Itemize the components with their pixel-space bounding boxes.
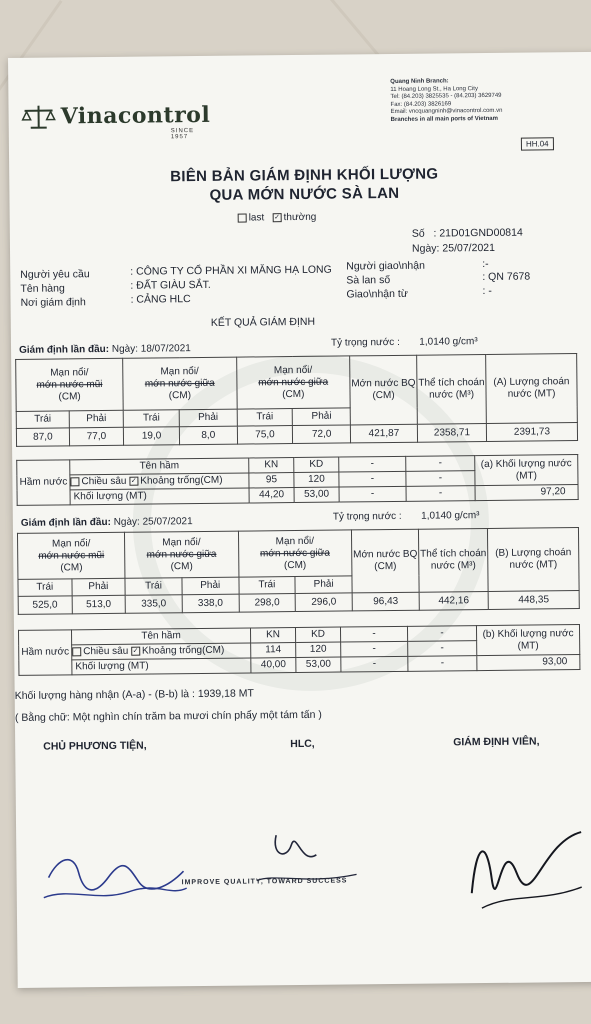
regular-label: thường (283, 211, 317, 224)
report-date-label: Ngày: (411, 242, 440, 255)
mass-row-label: Khối lượng (MT) (70, 488, 249, 505)
survey2-density-label: Tỷ trọng nước : (332, 510, 402, 523)
hlc-signature-label: HLC, (290, 737, 315, 751)
mid-header: Mạn nổi/ mớn nước giữa (CM) (125, 531, 239, 578)
depth-kn: 114 (251, 643, 296, 658)
value-cell: 2391,73 (486, 423, 577, 442)
depth-kd: 120 (296, 642, 341, 657)
barge-value: : QN 7678 (482, 270, 531, 284)
value-cell: 442,16 (419, 592, 488, 611)
value-cell: 421,87 (350, 424, 417, 443)
depth-row-label: Chiều sâu ✓ Khoảng trống(CM) (72, 643, 251, 660)
owner-signature (38, 846, 189, 908)
value-cell: 77,0 (69, 427, 123, 446)
survey2-density (333, 510, 480, 523)
dash-cell: - (407, 626, 476, 642)
report-number-label: Số (411, 227, 425, 240)
from-value: : - (482, 284, 492, 298)
col-right: Phải (179, 409, 237, 427)
report-number-value: : 21D01GND00814 (433, 226, 523, 240)
cargo-result-words: ( Bằng chữ: Một nghìn chín trăm ba mươi chín phẩy một tám tấn ) (14, 708, 322, 724)
dash-cell: - (339, 486, 406, 502)
from-label: Giao\nhận từ (346, 287, 408, 301)
value-cell: 338,0 (182, 594, 239, 613)
mass-kn: 40,00 (251, 658, 296, 673)
survey2-draft-table (17, 527, 580, 615)
hold-name-header: Tên hầm (70, 458, 249, 475)
survey1-date: Ngày: 18/07/2021 (111, 343, 191, 355)
water-mass-value: 93,00 (477, 655, 580, 671)
mass-row-label: Khối lượng (MT) (72, 658, 251, 675)
volume-header: Thể tích choán nước (M³) (418, 529, 488, 593)
report-number (412, 227, 523, 240)
dash-cell: - (339, 456, 406, 472)
logo-since: SINCE 1957 (170, 128, 195, 141)
goods-value: : ĐẤT GIÀU SẮT. (130, 278, 211, 292)
place-label: Nơi giám định (20, 296, 86, 309)
value-cell: 8,0 (179, 426, 237, 445)
report-date-value: 25/07/2021 (442, 241, 496, 255)
logo-name: Vinacontrol (60, 101, 211, 130)
cargo-result: Khối lượng hàng nhận (A-a) - (B-b) là : 1939,18 MT (14, 687, 254, 702)
branch-info (390, 77, 590, 124)
branch-title: Quang Ninh Branch: (390, 78, 449, 85)
col-right: Phải (293, 408, 351, 426)
mean-draft-header: Mớn nước BQ (CM) (351, 529, 419, 593)
branch-address: 11 Hoang Long St., Ha Long City (390, 85, 479, 93)
kd-header: KD (295, 627, 340, 642)
branch-email: Email: vncquangninh@vinacontrol.com.vn (390, 107, 503, 115)
survey1-density-value: 1,0140 g/cm³ (419, 336, 478, 348)
water-mass-value: 97,20 (475, 485, 578, 501)
depth-kn: 95 (249, 473, 294, 488)
document-title: BIÊN BẢN GIÁM ĐỊNH KHỐI LƯỢNG (170, 165, 439, 186)
survey2-density-value: 1,0140 g/cm³ (421, 510, 480, 522)
survey2-header (21, 516, 193, 529)
mid-header: Mạn nổi/ mớn nước giữa (CM) (123, 357, 237, 410)
survey1-hold-table (16, 454, 578, 506)
displacement-header: (B) Lượng choán nước (MT) (487, 528, 579, 592)
type-options (238, 212, 317, 224)
survey2-hold-table (18, 624, 580, 676)
value-cell: 72,0 (293, 425, 351, 444)
value-cell: 75,0 (237, 426, 293, 445)
value-cell: 2358,71 (417, 424, 486, 443)
survey2-label: Giám định lần đầu: (20, 516, 111, 529)
branch-tel: Tel: (84.203) 3825535 - (84.203) 3629749 (390, 92, 502, 100)
requester-label: Người yêu cầu (20, 268, 90, 281)
col-right: Phải (69, 410, 123, 428)
aft-header: Mạn nổi/ mớn nước giữa (CM) (236, 356, 350, 409)
report-date (412, 242, 495, 255)
hold-label: Hầm nước (18, 630, 71, 676)
mass-kd: 53,00 (294, 487, 339, 502)
mass-kd: 53,00 (296, 657, 341, 672)
value-cell: 448,35 (488, 591, 579, 610)
survey1-header (19, 343, 191, 356)
water-mass-label: (b) Khối lượng nước (MT) (476, 625, 579, 656)
result-title: KẾT QUẢ GIÁM ĐỊNH (210, 315, 316, 329)
kn-header: KN (249, 458, 294, 473)
col-left: Trái (18, 579, 72, 597)
depth-kd: 120 (294, 472, 339, 487)
dash-cell: - (341, 656, 408, 672)
col-left: Trái (238, 577, 295, 595)
value-cell: 96,43 (352, 592, 419, 611)
col-right: Phải (295, 576, 352, 594)
aft-header: Mạn nổi/ mớn nước giữa (CM) (238, 530, 352, 577)
depth-checkbox (70, 477, 79, 486)
displacement-header: (A) Lượng choán nước (MT) (486, 354, 578, 424)
fwd-header: Mạn nổi/ mớn nước mũi (CM) (17, 532, 125, 579)
survey1-density-label: Tỷ trọng nước : (330, 336, 400, 349)
survey1-label: Giám định lần đầu: (19, 343, 110, 356)
col-left: Trái (237, 409, 293, 427)
col-left: Trái (16, 411, 69, 429)
slogan: IMPROVE QUALITY, TOWARD SUCCESS (181, 877, 348, 887)
dash-cell: - (341, 641, 408, 657)
balance-scale-icon (20, 101, 56, 131)
space-checkbox-checked: ✓ (130, 477, 137, 485)
survey-document (8, 52, 591, 988)
place-value: : CẢNG HLC (130, 293, 191, 306)
value-cell: 298,0 (239, 594, 296, 613)
dash-cell: - (406, 486, 475, 502)
deliverer-value: :- (482, 257, 489, 271)
value-cell: 87,0 (16, 428, 69, 447)
dash-cell: - (408, 656, 477, 672)
value-cell: 513,0 (72, 595, 126, 614)
document-subtitle: QUA MỚN NƯỚC SÀ LAN (209, 184, 400, 204)
barge-label: Sà lan số (346, 274, 391, 287)
survey2-date: Ngày: 25/07/2021 (113, 516, 193, 528)
value-cell: 19,0 (124, 427, 180, 446)
last-label: last (248, 212, 265, 224)
col-left: Trái (123, 410, 179, 428)
survey1-density (331, 336, 478, 349)
dash-cell: - (339, 471, 406, 487)
value-cell: 296,0 (295, 593, 352, 612)
hold-name-header: Tên hầm (71, 628, 250, 645)
surveyor-signature (461, 822, 591, 913)
depth-row-label: Chiều sâu ✓ Khoảng trống(CM) (70, 473, 249, 490)
mass-kn: 44,20 (249, 488, 294, 503)
last-checkbox (238, 213, 247, 222)
branch-note: Branches in all main ports of Vietnam (390, 115, 498, 123)
survey1-draft-table (15, 353, 578, 447)
kn-header: KN (250, 628, 295, 643)
value-cell: 525,0 (18, 596, 72, 615)
col-right: Phải (182, 577, 239, 595)
regular-checkbox-checked: ✓ (274, 214, 281, 222)
space-checkbox-checked: ✓ (132, 647, 139, 655)
mean-draft-header: Mớn nước BQ (CM) (350, 355, 418, 425)
kd-header: KD (294, 457, 339, 472)
fwd-header: Mạn nổi/ mớn nước mũi (CM) (16, 358, 124, 411)
volume-header: Thể tích choán nước (M³) (417, 355, 487, 425)
col-left: Trái (125, 578, 182, 596)
goods-label: Tên hàng (20, 282, 65, 295)
dash-cell: - (406, 471, 475, 487)
requester-value: : CÔNG TY CỔ PHẦN XI MĂNG HẠ LONG (130, 263, 332, 278)
deliverer-label: Người giao\nhận (346, 259, 425, 273)
value-cell: 335,0 (125, 595, 182, 614)
dash-cell: - (340, 626, 407, 642)
owner-signature-label: CHỦ PHƯƠNG TIỆN, (43, 739, 147, 753)
water-mass-label: (a) Khối lượng nước (MT) (475, 455, 578, 486)
col-right: Phải (72, 578, 126, 596)
form-code: HH.04 (521, 137, 554, 150)
surveyor-signature-label: GIÁM ĐỊNH VIÊN, (453, 735, 540, 749)
dash-cell: - (408, 641, 477, 657)
depth-checkbox (72, 647, 81, 656)
hold-label: Hầm nước (17, 460, 70, 506)
dash-cell: - (406, 456, 475, 472)
branch-fax: Fax: (84.203) 3826169 (390, 100, 452, 108)
